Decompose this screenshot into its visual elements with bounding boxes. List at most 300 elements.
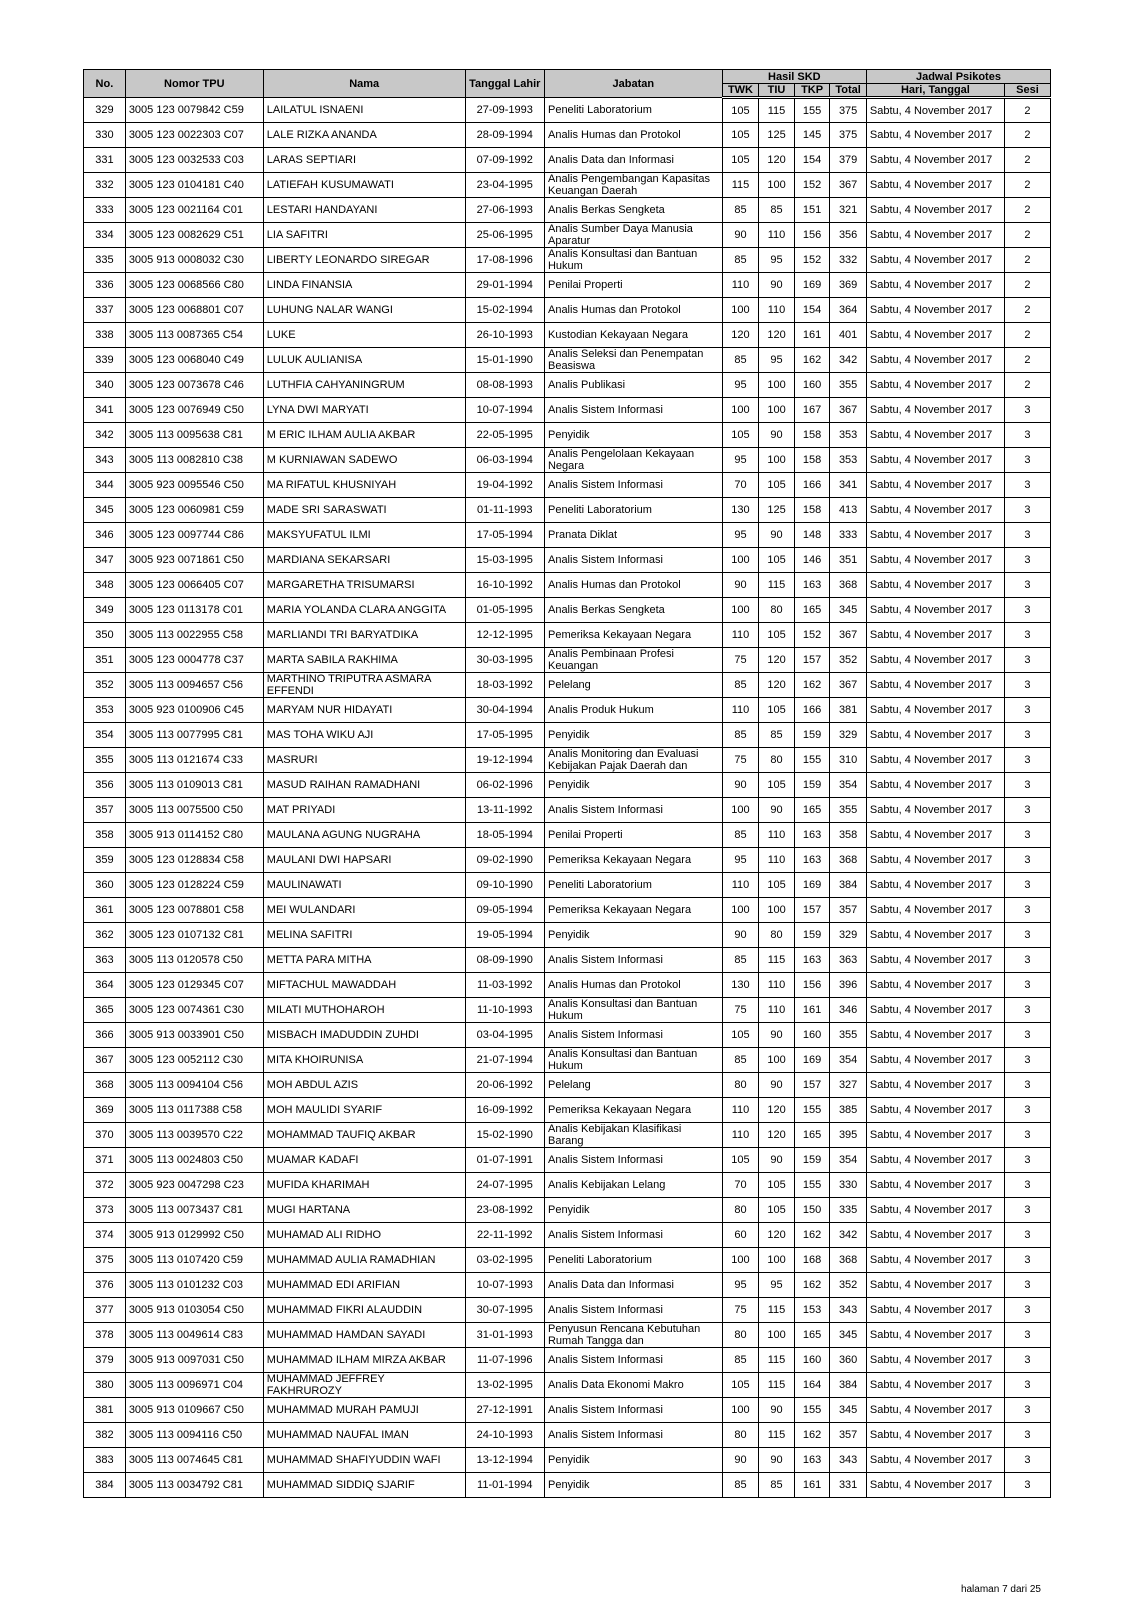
cell-total: 355 (830, 1023, 867, 1048)
cell-tanggal-lahir: 03-04-1995 (465, 1023, 544, 1048)
cell-nomor-tpu: 3005 113 0121674 C33 (125, 748, 263, 773)
cell-sesi: 3 (1004, 1123, 1050, 1148)
cell-tkp: 163 (794, 573, 830, 598)
cell-jabatan: Analis Monitoring dan Evaluasi Kebijakan Pajak Daerah dan (544, 748, 722, 773)
col-nomor-tpu: Nomor TPU (125, 70, 263, 98)
cell-nomor-tpu: 3005 123 0113178 C01 (125, 598, 263, 623)
cell-jabatan: Penyusun Rencana Kebutuhan Rumah Tangga dan (544, 1323, 722, 1348)
cell-tkp: 164 (794, 1373, 830, 1398)
cell-total: 355 (830, 373, 867, 398)
cell-nama: MUHAMMAD AULIA RAMADHIAN (263, 1248, 465, 1273)
cell-twk: 110 (722, 1098, 759, 1123)
cell-no: 339 (84, 348, 126, 373)
cell-tanggal-lahir: 10-07-1993 (465, 1273, 544, 1298)
cell-tanggal-lahir: 23-04-1995 (465, 173, 544, 198)
table-row (84, 398, 1051, 423)
cell-hari-tanggal: Sabtu, 4 November 2017 (866, 1173, 1004, 1198)
cell-hari-tanggal: Sabtu, 4 November 2017 (866, 623, 1004, 648)
cell-tkp: 154 (794, 148, 830, 173)
cell-tkp: 154 (794, 298, 830, 323)
cell-total: 329 (830, 723, 867, 748)
cell-nama: LALE RIZKA ANANDA (263, 123, 465, 148)
cell-tiu: 90 (759, 523, 795, 548)
cell-sesi: 3 (1004, 1448, 1050, 1473)
cell-twk: 105 (722, 148, 759, 173)
cell-nama: MARLIANDI TRI BARYATDIKA (263, 623, 465, 648)
cell-jabatan: Analis Sistem Informasi (544, 398, 722, 423)
table-row (84, 848, 1051, 873)
cell-tiu: 100 (759, 398, 795, 423)
cell-hari-tanggal: Sabtu, 4 November 2017 (866, 923, 1004, 948)
col-tanggal-lahir: Tanggal Lahir (465, 70, 544, 98)
cell-no: 343 (84, 448, 126, 473)
cell-total: 352 (830, 648, 867, 673)
cell-hari-tanggal: Sabtu, 4 November 2017 (866, 1098, 1004, 1123)
table-row (84, 498, 1051, 523)
cell-nama: MARYAM NUR HIDAYATI (263, 698, 465, 723)
cell-jabatan: Penyidik (544, 1448, 722, 1473)
cell-sesi: 3 (1004, 973, 1050, 998)
cell-nama: MUAMAR KADAFI (263, 1148, 465, 1173)
cell-no: 349 (84, 598, 126, 623)
cell-tanggal-lahir: 22-11-1992 (465, 1223, 544, 1248)
cell-jabatan: Analis Berkas Sengketa (544, 598, 722, 623)
cell-jabatan: Kustodian Kekayaan Negara (544, 323, 722, 348)
cell-jabatan: Analis Sistem Informasi (544, 473, 722, 498)
cell-hari-tanggal: Sabtu, 4 November 2017 (866, 1198, 1004, 1223)
cell-tkp: 158 (794, 498, 830, 523)
cell-total: 369 (830, 273, 867, 298)
cell-sesi: 2 (1004, 98, 1050, 123)
cell-hari-tanggal: Sabtu, 4 November 2017 (866, 548, 1004, 573)
cell-no: 375 (84, 1248, 126, 1273)
cell-tanggal-lahir: 27-09-1993 (465, 98, 544, 123)
cell-sesi: 3 (1004, 1173, 1050, 1198)
cell-sesi: 2 (1004, 273, 1050, 298)
cell-sesi: 3 (1004, 548, 1050, 573)
table-row (84, 723, 1051, 748)
cell-nama: M ERIC ILHAM AULIA AKBAR (263, 423, 465, 448)
cell-tiu: 90 (759, 1023, 795, 1048)
cell-nomor-tpu: 3005 113 0024803 C50 (125, 1148, 263, 1173)
cell-tkp: 152 (794, 173, 830, 198)
table-row (84, 448, 1051, 473)
cell-tanggal-lahir: 07-09-1992 (465, 148, 544, 173)
cell-tkp: 165 (794, 798, 830, 823)
cell-nama: MOHAMMAD TAUFIQ AKBAR (263, 1123, 465, 1148)
cell-total: 321 (830, 198, 867, 223)
cell-nomor-tpu: 3005 113 0107420 C59 (125, 1248, 263, 1273)
cell-twk: 85 (722, 948, 759, 973)
cell-twk: 110 (722, 1123, 759, 1148)
cell-sesi: 3 (1004, 1423, 1050, 1448)
table-row (84, 673, 1051, 698)
cell-hari-tanggal: Sabtu, 4 November 2017 (866, 998, 1004, 1023)
cell-tanggal-lahir: 22-05-1995 (465, 423, 544, 448)
cell-no: 381 (84, 1398, 126, 1423)
cell-tkp: 157 (794, 648, 830, 673)
cell-tkp: 155 (794, 1173, 830, 1198)
cell-hari-tanggal: Sabtu, 4 November 2017 (866, 248, 1004, 273)
cell-tiu: 105 (759, 873, 795, 898)
cell-hari-tanggal: Sabtu, 4 November 2017 (866, 1423, 1004, 1448)
cell-sesi: 2 (1004, 173, 1050, 198)
cell-tanggal-lahir: 11-10-1993 (465, 998, 544, 1023)
cell-hari-tanggal: Sabtu, 4 November 2017 (866, 273, 1004, 298)
cell-jabatan: Pelelang (544, 673, 722, 698)
cell-total: 354 (830, 1048, 867, 1073)
cell-total: 360 (830, 1348, 867, 1373)
cell-nomor-tpu: 3005 123 0129345 C07 (125, 973, 263, 998)
cell-no: 341 (84, 398, 126, 423)
cell-sesi: 3 (1004, 498, 1050, 523)
cell-tanggal-lahir: 26-10-1993 (465, 323, 544, 348)
cell-twk: 80 (722, 1323, 759, 1348)
cell-total: 358 (830, 823, 867, 848)
cell-no: 332 (84, 173, 126, 198)
cell-no: 338 (84, 323, 126, 348)
cell-total: 368 (830, 848, 867, 873)
cell-nama: MARDIANA SEKARSARI (263, 548, 465, 573)
cell-nama: METTA PARA MITHA (263, 948, 465, 973)
cell-tanggal-lahir: 17-05-1994 (465, 523, 544, 548)
cell-sesi: 3 (1004, 1048, 1050, 1073)
cell-tanggal-lahir: 31-01-1993 (465, 1323, 544, 1348)
cell-tkp: 163 (794, 823, 830, 848)
cell-hari-tanggal: Sabtu, 4 November 2017 (866, 873, 1004, 898)
cell-nama: MITA KHOIRUNISA (263, 1048, 465, 1073)
cell-hari-tanggal: Sabtu, 4 November 2017 (866, 898, 1004, 923)
cell-jabatan: Analis Konsultasi dan Bantuan Hukum (544, 1048, 722, 1073)
cell-sesi: 3 (1004, 898, 1050, 923)
cell-hari-tanggal: Sabtu, 4 November 2017 (866, 573, 1004, 598)
cell-no: 359 (84, 848, 126, 873)
cell-tanggal-lahir: 09-02-1990 (465, 848, 544, 873)
cell-nama: MUHAMMAD MURAH PAMUJI (263, 1398, 465, 1423)
cell-nama: M KURNIAWAN SADEWO (263, 448, 465, 473)
cell-no: 369 (84, 1098, 126, 1123)
cell-tiu: 95 (759, 1273, 795, 1298)
cell-nama: MAULANA AGUNG NUGRAHA (263, 823, 465, 848)
cell-nama: MOH ABDUL AZIS (263, 1073, 465, 1098)
cell-tkp: 152 (794, 248, 830, 273)
cell-nomor-tpu: 3005 113 0073437 C81 (125, 1198, 263, 1223)
cell-sesi: 3 (1004, 1248, 1050, 1273)
cell-nama: LIA SAFITRI (263, 223, 465, 248)
cell-nomor-tpu: 3005 113 0074645 C81 (125, 1448, 263, 1473)
cell-total: 329 (830, 923, 867, 948)
cell-sesi: 3 (1004, 823, 1050, 848)
cell-total: 384 (830, 873, 867, 898)
cell-hari-tanggal: Sabtu, 4 November 2017 (866, 98, 1004, 123)
cell-hari-tanggal: Sabtu, 4 November 2017 (866, 198, 1004, 223)
cell-no: 360 (84, 873, 126, 898)
cell-no: 384 (84, 1473, 126, 1498)
cell-sesi: 2 (1004, 148, 1050, 173)
cell-twk: 70 (722, 1173, 759, 1198)
cell-tanggal-lahir: 09-05-1994 (465, 898, 544, 923)
cell-jabatan: Penyidik (544, 723, 722, 748)
cell-tkp: 165 (794, 1323, 830, 1348)
cell-jabatan: Pranata Diklat (544, 523, 722, 548)
cell-jabatan: Analis Sistem Informasi (544, 548, 722, 573)
cell-nomor-tpu: 3005 913 0114152 C80 (125, 823, 263, 848)
table-row (84, 223, 1051, 248)
cell-total: 310 (830, 748, 867, 773)
cell-nama: MUHAMMAD SHAFIYUDDIN WAFI (263, 1448, 465, 1473)
cell-total: 357 (830, 898, 867, 923)
cell-sesi: 3 (1004, 448, 1050, 473)
table-row (84, 1148, 1051, 1173)
col-tkp: TKP (794, 84, 830, 98)
cell-total: 385 (830, 1098, 867, 1123)
cell-no: 356 (84, 773, 126, 798)
table-row (84, 1298, 1051, 1323)
cell-nama: MUHAMAD ALI RIDHO (263, 1223, 465, 1248)
cell-twk: 85 (722, 248, 759, 273)
cell-hari-tanggal: Sabtu, 4 November 2017 (866, 798, 1004, 823)
cell-tkp: 158 (794, 448, 830, 473)
cell-twk: 100 (722, 598, 759, 623)
cell-tkp: 166 (794, 473, 830, 498)
cell-nomor-tpu: 3005 113 0039570 C22 (125, 1123, 263, 1148)
cell-hari-tanggal: Sabtu, 4 November 2017 (866, 1473, 1004, 1498)
cell-tanggal-lahir: 08-08-1993 (465, 373, 544, 398)
cell-tkp: 167 (794, 398, 830, 423)
table-row (84, 98, 1051, 123)
cell-hari-tanggal: Sabtu, 4 November 2017 (866, 348, 1004, 373)
cell-tanggal-lahir: 06-03-1994 (465, 448, 544, 473)
cell-sesi: 3 (1004, 673, 1050, 698)
cell-tkp: 160 (794, 373, 830, 398)
cell-sesi: 3 (1004, 998, 1050, 1023)
cell-jabatan: Peneliti Laboratorium (544, 498, 722, 523)
cell-tkp: 157 (794, 898, 830, 923)
cell-tiu: 120 (759, 1098, 795, 1123)
cell-tiu: 105 (759, 1173, 795, 1198)
cell-tiu: 105 (759, 473, 795, 498)
cell-total: 335 (830, 1198, 867, 1223)
cell-no: 368 (84, 1073, 126, 1098)
cell-no: 364 (84, 973, 126, 998)
cell-twk: 60 (722, 1223, 759, 1248)
cell-twk: 105 (722, 123, 759, 148)
table-row (84, 298, 1051, 323)
cell-nomor-tpu: 3005 123 0004778 C37 (125, 648, 263, 673)
table-row (84, 1198, 1051, 1223)
cell-sesi: 3 (1004, 1373, 1050, 1398)
cell-twk: 90 (722, 923, 759, 948)
cell-jabatan: Analis Produk Hukum (544, 698, 722, 723)
cell-tiu: 95 (759, 348, 795, 373)
cell-tanggal-lahir: 15-02-1994 (465, 298, 544, 323)
cell-tiu: 100 (759, 448, 795, 473)
cell-twk: 95 (722, 523, 759, 548)
table-row (84, 1223, 1051, 1248)
cell-sesi: 3 (1004, 773, 1050, 798)
cell-sesi: 3 (1004, 523, 1050, 548)
cell-jabatan: Analis Sistem Informasi (544, 1423, 722, 1448)
cell-tiu: 110 (759, 298, 795, 323)
cell-jabatan: Analis Publikasi (544, 373, 722, 398)
cell-tanggal-lahir: 11-03-1992 (465, 973, 544, 998)
cell-sesi: 2 (1004, 298, 1050, 323)
cell-tiu: 120 (759, 1223, 795, 1248)
cell-hari-tanggal: Sabtu, 4 November 2017 (866, 1373, 1004, 1398)
cell-hari-tanggal: Sabtu, 4 November 2017 (866, 1273, 1004, 1298)
cell-twk: 85 (722, 1348, 759, 1373)
cell-hari-tanggal: Sabtu, 4 November 2017 (866, 1398, 1004, 1423)
cell-nama: LULUK AULIANISA (263, 348, 465, 373)
cell-total: 354 (830, 1148, 867, 1173)
cell-twk: 80 (722, 1073, 759, 1098)
col-tiu: TIU (759, 84, 795, 98)
cell-nomor-tpu: 3005 123 0052112 C30 (125, 1048, 263, 1073)
cell-hari-tanggal: Sabtu, 4 November 2017 (866, 148, 1004, 173)
cell-total: 341 (830, 473, 867, 498)
cell-tkp: 163 (794, 848, 830, 873)
cell-tanggal-lahir: 30-04-1994 (465, 698, 544, 723)
cell-tkp: 155 (794, 1098, 830, 1123)
cell-tiu: 80 (759, 748, 795, 773)
cell-hari-tanggal: Sabtu, 4 November 2017 (866, 173, 1004, 198)
cell-no: 365 (84, 998, 126, 1023)
cell-jabatan: Peneliti Laboratorium (544, 873, 722, 898)
cell-hari-tanggal: Sabtu, 4 November 2017 (866, 1323, 1004, 1348)
cell-tkp: 159 (794, 723, 830, 748)
table-row (84, 923, 1051, 948)
cell-tanggal-lahir: 09-10-1990 (465, 873, 544, 898)
cell-twk: 90 (722, 1448, 759, 1473)
cell-tiu: 110 (759, 823, 795, 848)
table-row (84, 1123, 1051, 1148)
cell-nomor-tpu: 3005 123 0074361 C30 (125, 998, 263, 1023)
cell-nama: MASUD RAIHAN RAMADHANI (263, 773, 465, 798)
cell-hari-tanggal: Sabtu, 4 November 2017 (866, 1348, 1004, 1373)
cell-jabatan: Analis Sumber Daya Manusia Aparatur (544, 223, 722, 248)
cell-tiu: 90 (759, 1073, 795, 1098)
cell-nama: LYNA DWI MARYATI (263, 398, 465, 423)
cell-tanggal-lahir: 20-06-1992 (465, 1073, 544, 1098)
cell-sesi: 3 (1004, 1023, 1050, 1048)
cell-hari-tanggal: Sabtu, 4 November 2017 (866, 1048, 1004, 1073)
cell-sesi: 3 (1004, 798, 1050, 823)
cell-total: 356 (830, 223, 867, 248)
cell-sesi: 3 (1004, 423, 1050, 448)
cell-tanggal-lahir: 25-06-1995 (465, 223, 544, 248)
table-row (84, 1323, 1051, 1348)
cell-no: 358 (84, 823, 126, 848)
cell-twk: 100 (722, 798, 759, 823)
cell-total: 396 (830, 973, 867, 998)
cell-sesi: 3 (1004, 1323, 1050, 1348)
col-no: No. (84, 70, 126, 98)
table-row (84, 1098, 1051, 1123)
table-row (84, 623, 1051, 648)
cell-nama: MUGI HARTANA (263, 1198, 465, 1223)
cell-tiu: 105 (759, 548, 795, 573)
cell-nama: MADE SRI SARASWATI (263, 498, 465, 523)
cell-total: 332 (830, 248, 867, 273)
cell-jabatan: Analis Sistem Informasi (544, 1023, 722, 1048)
cell-nama: MILATI MUTHOHAROH (263, 998, 465, 1023)
cell-total: 343 (830, 1298, 867, 1323)
cell-jabatan: Analis Sistem Informasi (544, 1148, 722, 1173)
cell-sesi: 3 (1004, 923, 1050, 948)
cell-tiu: 115 (759, 1423, 795, 1448)
cell-tkp: 160 (794, 1023, 830, 1048)
cell-tkp: 145 (794, 123, 830, 148)
cell-total: 330 (830, 1173, 867, 1198)
cell-tiu: 105 (759, 773, 795, 798)
cell-hari-tanggal: Sabtu, 4 November 2017 (866, 1073, 1004, 1098)
cell-nama: MUHAMMAD HAMDAN SAYADI (263, 1323, 465, 1348)
cell-tanggal-lahir: 28-09-1994 (465, 123, 544, 148)
cell-tkp: 161 (794, 1473, 830, 1498)
cell-jabatan: Penilai Properti (544, 273, 722, 298)
cell-total: 343 (830, 1448, 867, 1473)
cell-nomor-tpu: 3005 123 0079842 C59 (125, 98, 263, 123)
cell-nomor-tpu: 3005 113 0096971 C04 (125, 1373, 263, 1398)
cell-sesi: 3 (1004, 948, 1050, 973)
cell-tiu: 115 (759, 1373, 795, 1398)
cell-jabatan: Peneliti Laboratorium (544, 98, 722, 123)
cell-no: 344 (84, 473, 126, 498)
cell-no: 342 (84, 423, 126, 448)
cell-jabatan: Analis Humas dan Protokol (544, 973, 722, 998)
cell-tiu: 110 (759, 998, 795, 1023)
table-row (84, 1348, 1051, 1373)
cell-nomor-tpu: 3005 123 0068801 C07 (125, 298, 263, 323)
table-row (84, 598, 1051, 623)
cell-tanggal-lahir: 12-12-1995 (465, 623, 544, 648)
table-body (84, 98, 1051, 1498)
cell-no: 372 (84, 1173, 126, 1198)
cell-total: 354 (830, 773, 867, 798)
cell-nama: MUHAMMAD SIDDIQ SJARIF (263, 1473, 465, 1498)
cell-no: 380 (84, 1373, 126, 1398)
table-row (84, 1023, 1051, 1048)
cell-hari-tanggal: Sabtu, 4 November 2017 (866, 423, 1004, 448)
cell-nama: MUFIDA KHARIMAH (263, 1173, 465, 1198)
cell-no: 334 (84, 223, 126, 248)
table-row (84, 1373, 1051, 1398)
cell-tiu: 80 (759, 598, 795, 623)
cell-nama: MARIA YOLANDA CLARA ANGGITA (263, 598, 465, 623)
cell-no: 377 (84, 1298, 126, 1323)
cell-no: 361 (84, 898, 126, 923)
table-row (84, 198, 1051, 223)
table-row (84, 948, 1051, 973)
cell-tiu: 80 (759, 923, 795, 948)
cell-tanggal-lahir: 19-12-1994 (465, 748, 544, 773)
cell-twk: 80 (722, 1423, 759, 1448)
cell-sesi: 3 (1004, 623, 1050, 648)
cell-total: 351 (830, 548, 867, 573)
cell-hari-tanggal: Sabtu, 4 November 2017 (866, 1148, 1004, 1173)
cell-tiu: 110 (759, 973, 795, 998)
table-row (84, 1048, 1051, 1073)
cell-sesi: 3 (1004, 1198, 1050, 1223)
cell-tiu: 120 (759, 323, 795, 348)
table-row (84, 648, 1051, 673)
cell-tiu: 95 (759, 248, 795, 273)
table-row (84, 748, 1051, 773)
cell-jabatan: Analis Humas dan Protokol (544, 298, 722, 323)
cell-sesi: 3 (1004, 1398, 1050, 1423)
table-row (84, 1248, 1051, 1273)
cell-twk: 75 (722, 1298, 759, 1323)
